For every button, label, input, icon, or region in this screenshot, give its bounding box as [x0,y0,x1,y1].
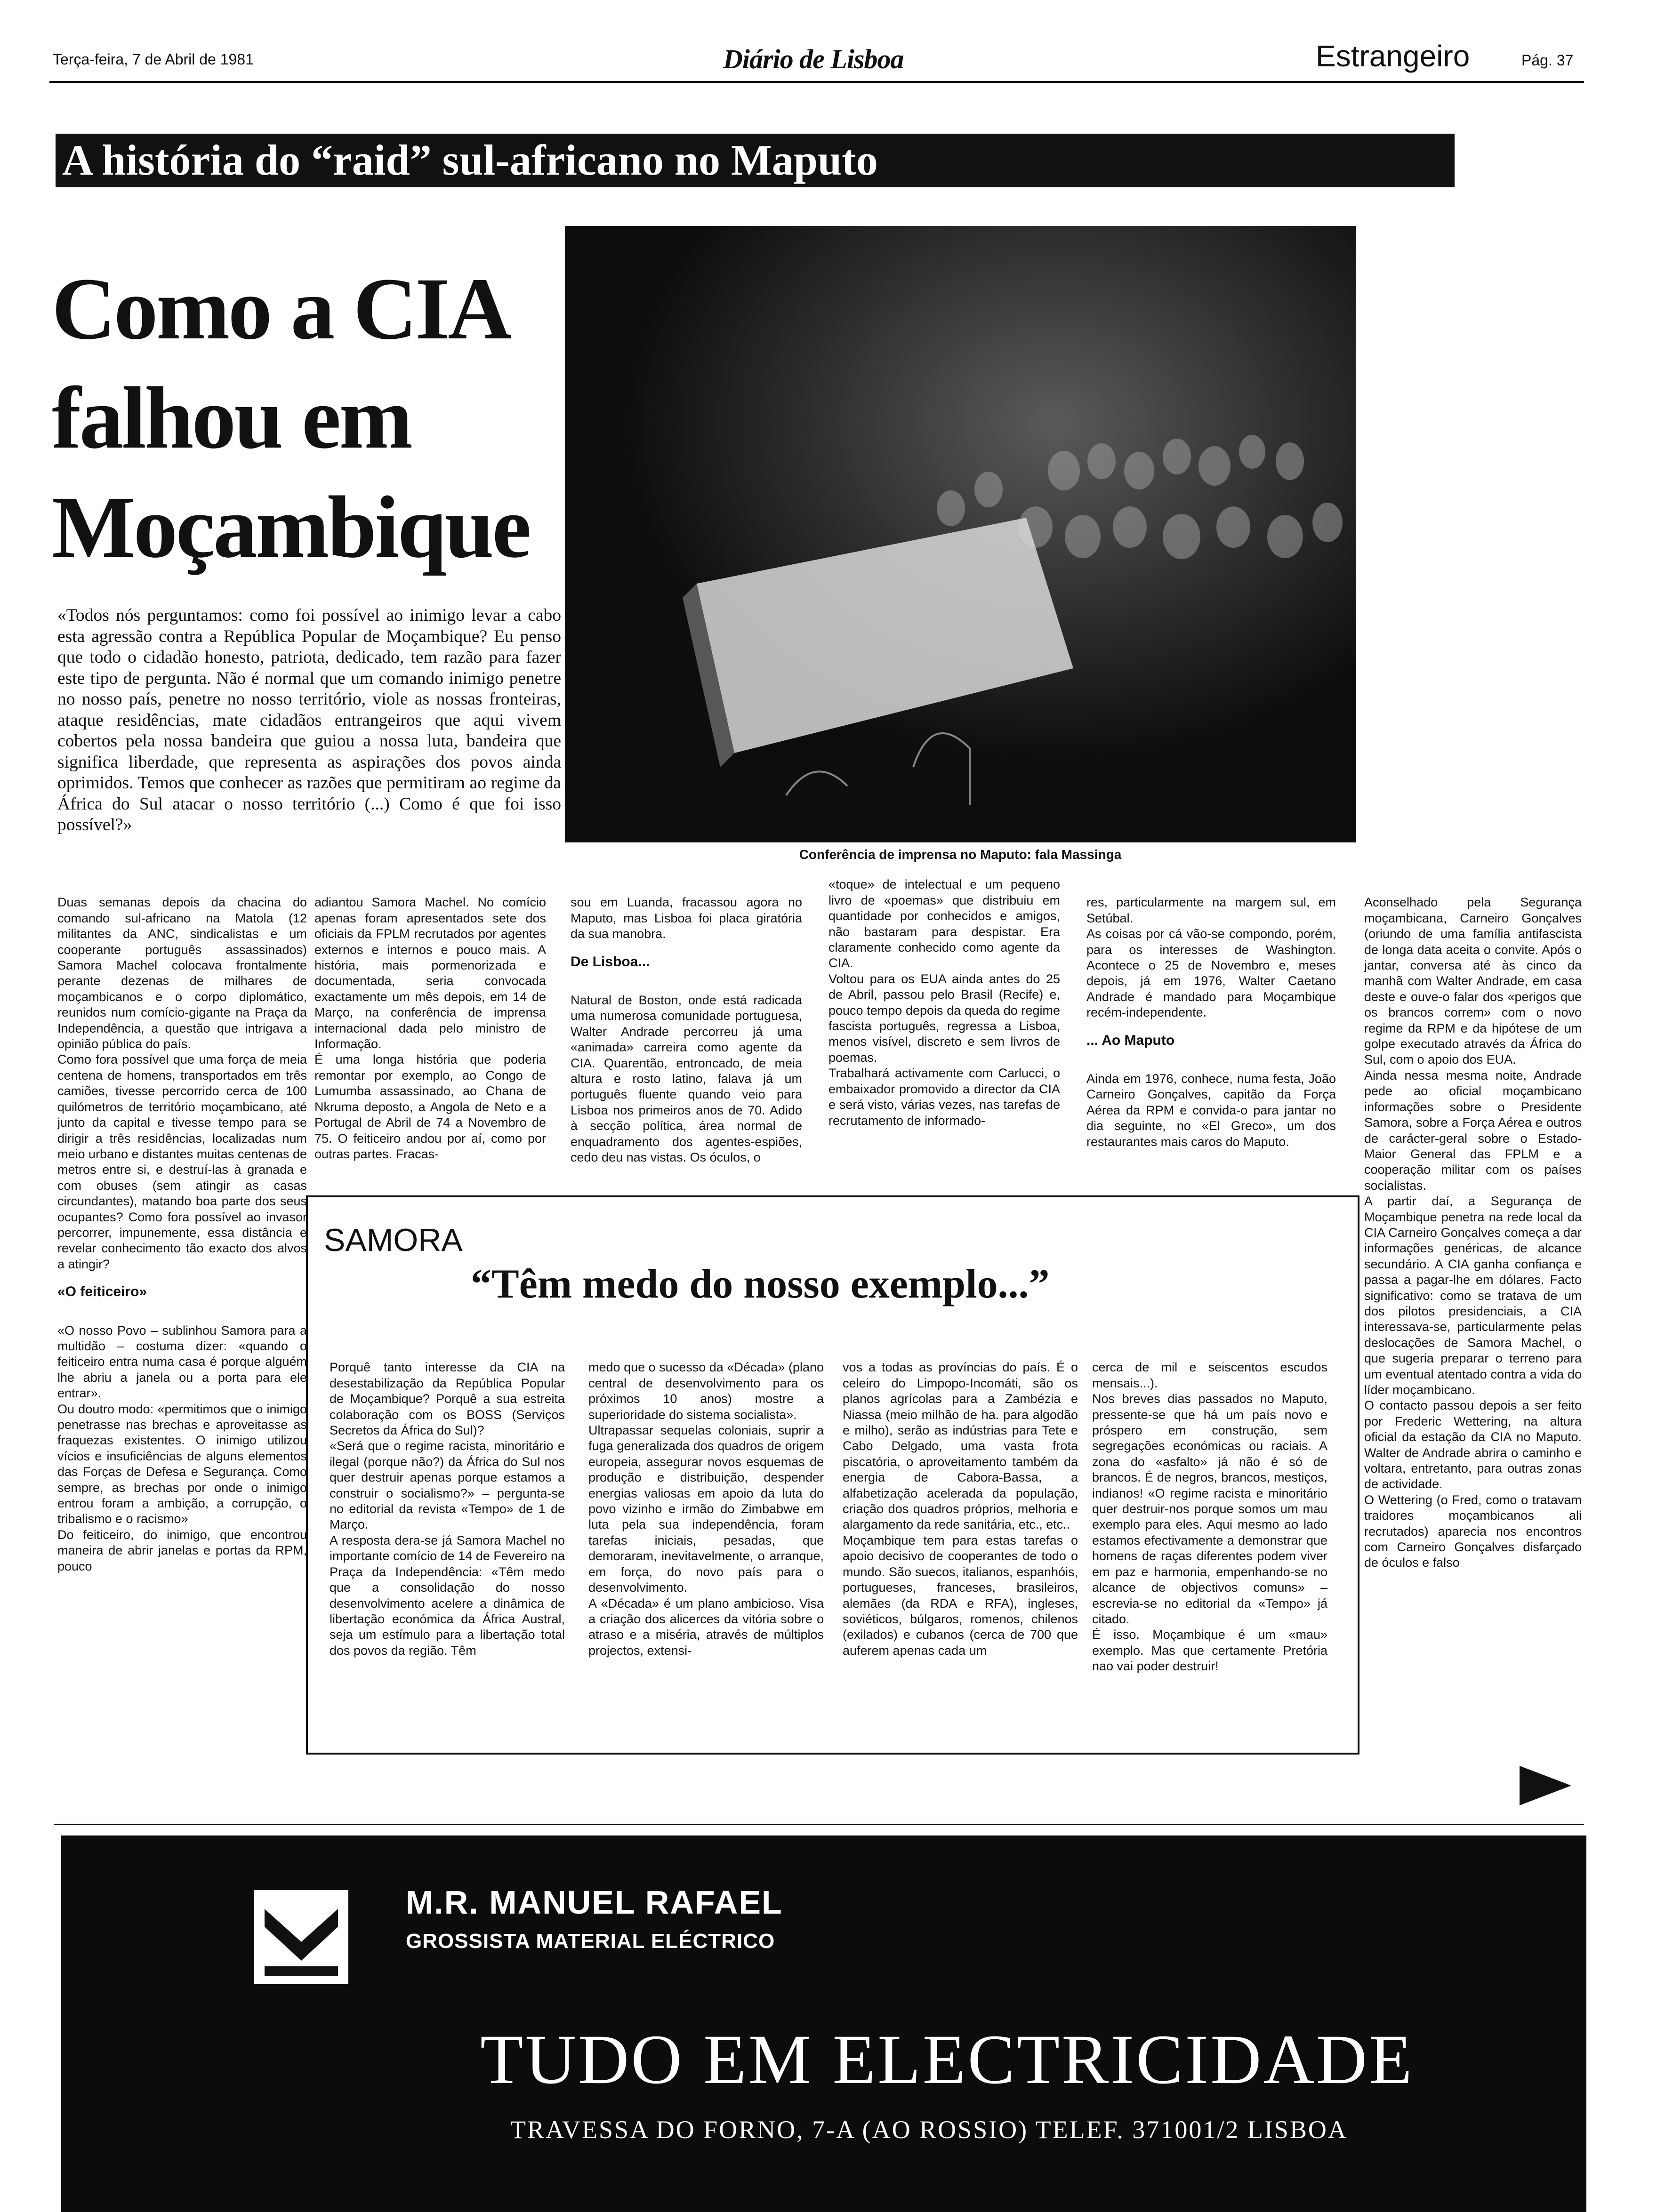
article-text: Duas semanas depois da chacina do comando sul-africano na Matola (12 militantes da ANC, sindicalistas e um cooperante português assassinados) Samora Machel colocava frontalmente perante dezenas de milhares de moçambicanos e o corpo diplomático, reunidos num comício-gigante na Praça da Independência, a questão que intrigava a opinião pública do país. Como fora possível que uma força de meia centena de homens, transportados em três camiões, tivesse percorrido cerca de 100 quilómetros de território moçambicano, até junto da capital e tivesse tempo para se dirigir a três residências, localizadas num meio urbano e distantes muitas centenas de metros entre si, e destruí-las à granada e com obuses (sem atingir as casas circundantes), matando boa parte dos seus ocupantes? Como fora possível ao invasor percorrer, impunemente, essa distância e revelar conhecimento tão exacto dos alvos a atingir? [57,895,307,1271]
article-column-6 [1364,879,1582,1750]
box-title: “Têm medo do nosso exemplo...” [471,1261,1050,1307]
ad-address: TRAVESSA DO FORNO, 7-A (AO ROSSIO) TELEF. 371001/2 LISBOA [510,2116,1348,2144]
section-name: Estrangeiro [1316,39,1470,73]
article-lead: «Todos nós perguntamos: como foi possível ao inimigo levar a cabo esta agressão contra a República Popular de Moçambique? Eu penso que todo o cidadão honesto, patriota, dedicado, tem razão para fazer este tipo de pergunta. Não é normal que um comando inimigo penetre no nosso país, penetre no nosso território, viole as nossas fronteiras, ataque residências, mate cidadãos entrangeiros que aqui vivem cobertos pela nossa bandeira que guiou a nossa luta, bandeira que significa liberdade, que representa as aspirações dos povos ainda oprimidos. Temos que conhecer as razões que permitiram ao regime da África do Sul atacar o nosso território (...) Como é que foi isso possível?» [57,606,561,834]
article-text: «O nosso Povo – sublinhou Samora para a multidão – costuma dizer: «quando o feiticeiro entra numa casa é porque alguém lhe abriu a janela ou a porta para ele entrar». Ou doutro modo: «permitimos que o inimigo penetrasse nas brechas e aproveitasse as fraquezas existentes. O inimigo utilizou vícios e insuficiências de alguns elementos das Forças de Defesa e Segurança. Como sempre, as brechas por onde o inimigo entrou foram a ambição, a corrupção, o tribalismo e o racismo» Do feiticeiro, do inimigo, que encontrou maneira de abrir janelas e portas da RPM, pouco [57,1323,307,1573]
article-column-3 [571,879,802,1190]
article-text: Natural de Boston, onde está radicada uma numerosa comunidade portuguesa, Walter Andrade percorreu já uma «animada» carreira como agente da CIA. Quarentão, entroncado, de meia altura e rosto latino, falava já um português fluente quando veio para Lisboa nos primeiros anos de 70. Adido à secção política, área normal de enquadramento dos agentes-espiões, cedo deu nas vistas. Os óculos, o [571,993,802,1165]
page-number: Pág. 37 [1521,52,1574,69]
box-text: vos a todas as províncias do país. É o celeiro do Limpopo-Incomáti, são os planos agrícolas para a Zambézia e Niassa (meio milhão de ha. para algodão e milho), serão as indústrias para Tete e Cabo Delgado, uma vasta frota piscatória, o aproveitamento também da energia de Cabora-Bassa, a alfabetização acelerada da população, criação dos quadros próprios, melhoria e alargamento da rede sanitária, etc., etc.. Moçambique tem para estas tarefas o apoio decisivo de cooperantes de todo o mundo. São suecos, italianos, espanhóis, portugueses, franceses, brasileiros, alemães (da RDA e RFA), ingleses, soviéticos, búlgaros, romenos, chilenos (exilados) e cubanos (cerca de 700 que auferem apenas cada um [843,1360,1078,1658]
photo-caption: Conferência de imprensa no Maputo: fala Massinga [799,847,1122,862]
ad-slogan: TUDO EM ELECTRICIDADE [480,2020,1414,2099]
continued-arrow-icon [1520,1766,1571,1805]
article-text: «toque» de intelectual e um pequeno livro de «poemas» que distribuiu em quantidade por conhecidos e amigos, não bastaram para despistar. Era claramente conhecido como agente da CIA. Voltou para os EUA ainda antes do 25 de Abril, passou pelo Brasil (Recife) e, pouco tempo depois da queda do regime fascista português, regressa a Lisboa, menos visível, discreto e sem livros de poemas. Trabalhará activamente com Carlucci, o embaixador promovido a director da CIA e será visto, várias vezes, nas tarefas de recrutamento de informado- [828,877,1060,1128]
ad-company-subtitle: GROSSISTA MATERIAL ELÉCTRICO [406,1930,775,1953]
manuel-rafael-logo-icon [254,1890,348,1984]
box-column-2 [588,1344,824,1744]
article-column-5 [1086,879,1336,1190]
article-text: res, particularmente na margem sul, em Setúbal. As coisas por cá vão-se compondo, porém, para os interesses de Washington. Acontece o 25 de Novembro e, meses depois, já em 1976, Walter Caetano Andrade é mandado para Moçambique recém-independente. [1086,895,1336,1020]
article-text: sou em Luanda, fracassou agora no Maputo, mas Lisboa foi placa giratória da sua manobra. [571,895,802,941]
header-rule [49,81,1584,83]
subhead-ao-maputo: ... Ao Maputo [1086,1032,1175,1048]
box-column-3 [843,1344,1078,1744]
subhead-de-lisboa: De Lisboa... [571,954,650,970]
article-text: Ainda em 1976, conhece, numa festa, João Carneiro Gonçalves, capitão da Força Aérea da RPM e convida-o para jantar no dia seguinte, no «El Greco», um dos restaurantes mais caros do Maputo. [1086,1072,1336,1149]
box-text: Porquê tanto interesse da CIA na desestabilização da República Popular de Moçambique? Porquê a sua estreita colaboração com os BOSS (Serviços Secretos da África do Sul)? «Será que o regime racista, minoritário e ilegal (porque não?) da África do Sul nos quer destruir apenas porque estamos a construir o socialismo?» – pergunta-se no editorial da revista «Tempo» de 1 de Março. A resposta dera-se já Samora Machel no importante comício de 14 de Fevereiro na Praça da Independência: «Têm medo que a consolidação do nosso desenvolvimento acelere a dinâmica de libertação económica da África Austral, seja um estímulo para a libertação total dos povos da região. Têm [330,1360,565,1658]
article-headline: Como a CIA falhou em Moçambique [52,259,530,576]
box-column-4 [1092,1344,1327,1744]
masthead-logo: Diário de Lisboa [723,44,904,74]
article-column-2 [314,879,546,1190]
article-kicker: A história do “raid” sul-africano no Maputo [62,136,878,184]
article-text: adiantou Samora Machel. No comício apenas foram apresentados sete dos oficiais da FPLM recrutados por agentes externos e internos e pouco mais. A história, mais pormenorizada e documentada, seria convocada exactamente um mês depois, em 14 de Março, na conferência de imprensa internacional dada pelo ministro de Informação. É uma longa história que poderia remontar por exemplo, ao Congo de Lumumba assassinado, ao Chana de Nkruma deposto, a Angola de Neto e a Portugal de Abril de 74 a Novembro de 75. O feiticeiro andou por aí, como por outras partes. Fracas- [314,895,546,1161]
box-column-1 [330,1344,565,1744]
ad-rule [54,1824,1584,1825]
ad-company-name: M.R. MANUEL RAFAEL [406,1884,783,1921]
box-text: medo que o sucesso da «Década» (plano central de desenvolvimento para os próximos 10 anos) mostre a superioridade do sistema socialista». Ultrapassar sequelas coloniais, suprir a fuga generalizada dos quadros de origem europeia, assegurar novos esquemas de produção e distribuição, despender energias valiosas em apoio da luta do povo vizinho e irmão do Zimbabwe em luta pela sua independência, foram tarefas iniciais, pesadas, que demoraram, inevitavelmente, o arranque, em força, do novo país para o desenvolvimento. A «Década» é um plano ambicioso. Visa a criação dos alicerces da vitória sobre o atraso e a miséria, através de múltiplos projectos, extensi- [588,1360,824,1658]
press-conference-photo [565,226,1356,842]
box-text: cerca de mil e seiscentos escudos mensais...). Nos breves dias passados no Maputo, pressente-se que há um país novo e próspero em construção, sem segregações económicas ou raciais. A zona do «asfalto» já não é só de brancos. É de negros, brancos, mestiços, indianos! «O regime racista e minoritário quer destruir-nos porque somos um mau exemplo para eles. Aqui mesmo ao lado estamos efectivamente a demonstrar que homens de raças diferentes podem viver em paz e harmonia, empenhando-se no alcance de objectivos comuns» – escrevia-se no editorial da «Tempo» já citado. É isso. Moçambique é um «mau» exemplo. Mas que certamente Pretória nao vai poder destruir! [1092,1360,1327,1674]
article-text: Aconselhado pela Segurança moçambicana, Carneiro Gonçalves (oriundo de uma família antifascista de longa data aceita o convite. Após o jantar, conversa até às cinco da manhã com Walter Andrade, em casa deste e ouve-o falar dos «perigos que os brancos correm» com o novo regime da RPM e da hipótese de um golpe executado através da África do Sul, com o apoio dos EUA. Ainda nessa mesma noite, Andrade pede ao oficial moçambicano informações sobre o Presidente Samora, sobre a Força Aérea e outros de carácter-geral sobre o Estado-Maior General das FPLM e a cooperação militar com os países socialistas. A partir daí, a Segurança de Moçambique penetra na rede local da CIA Carneiro Gonçalves começa a dar informações genéricas, de alcance secundário. A CIA ganha confiança e passa a pagar-lhe em dólares. Facto significativo: como se tratava de um dos pilotos presidenciais, a CIA interessava-se, particularmente pelas deslocações de Samora Machel, o que sugeria preparar o terreno para um eventual atentado contra a vida do líder moçambicano. O contacto passou depois a ser feito por Frederic Wettering, na altura oficial da estação da CIA no Maputo. Walter de Andrade abrira o caminho e voltara, entretanto, para outras zonas de actividade. O Wettering (o Fred, como o tratavam traidores moçambicanos ali recrutados) aparecia nos encontros com Carneiro Gonçalves disfarçado de óculos e falso [1364,895,1582,1570]
box-kicker: SAMORA [324,1222,463,1258]
issue-date: Terça-feira, 7 de Abril de 1981 [53,51,254,68]
photo-image [565,226,1356,842]
subhead-feiticeiro: «O feiticeiro» [57,1284,147,1300]
logo-mark [254,1890,348,1984]
article-column-4 [828,861,1060,1191]
article-column-1 [57,879,307,1820]
